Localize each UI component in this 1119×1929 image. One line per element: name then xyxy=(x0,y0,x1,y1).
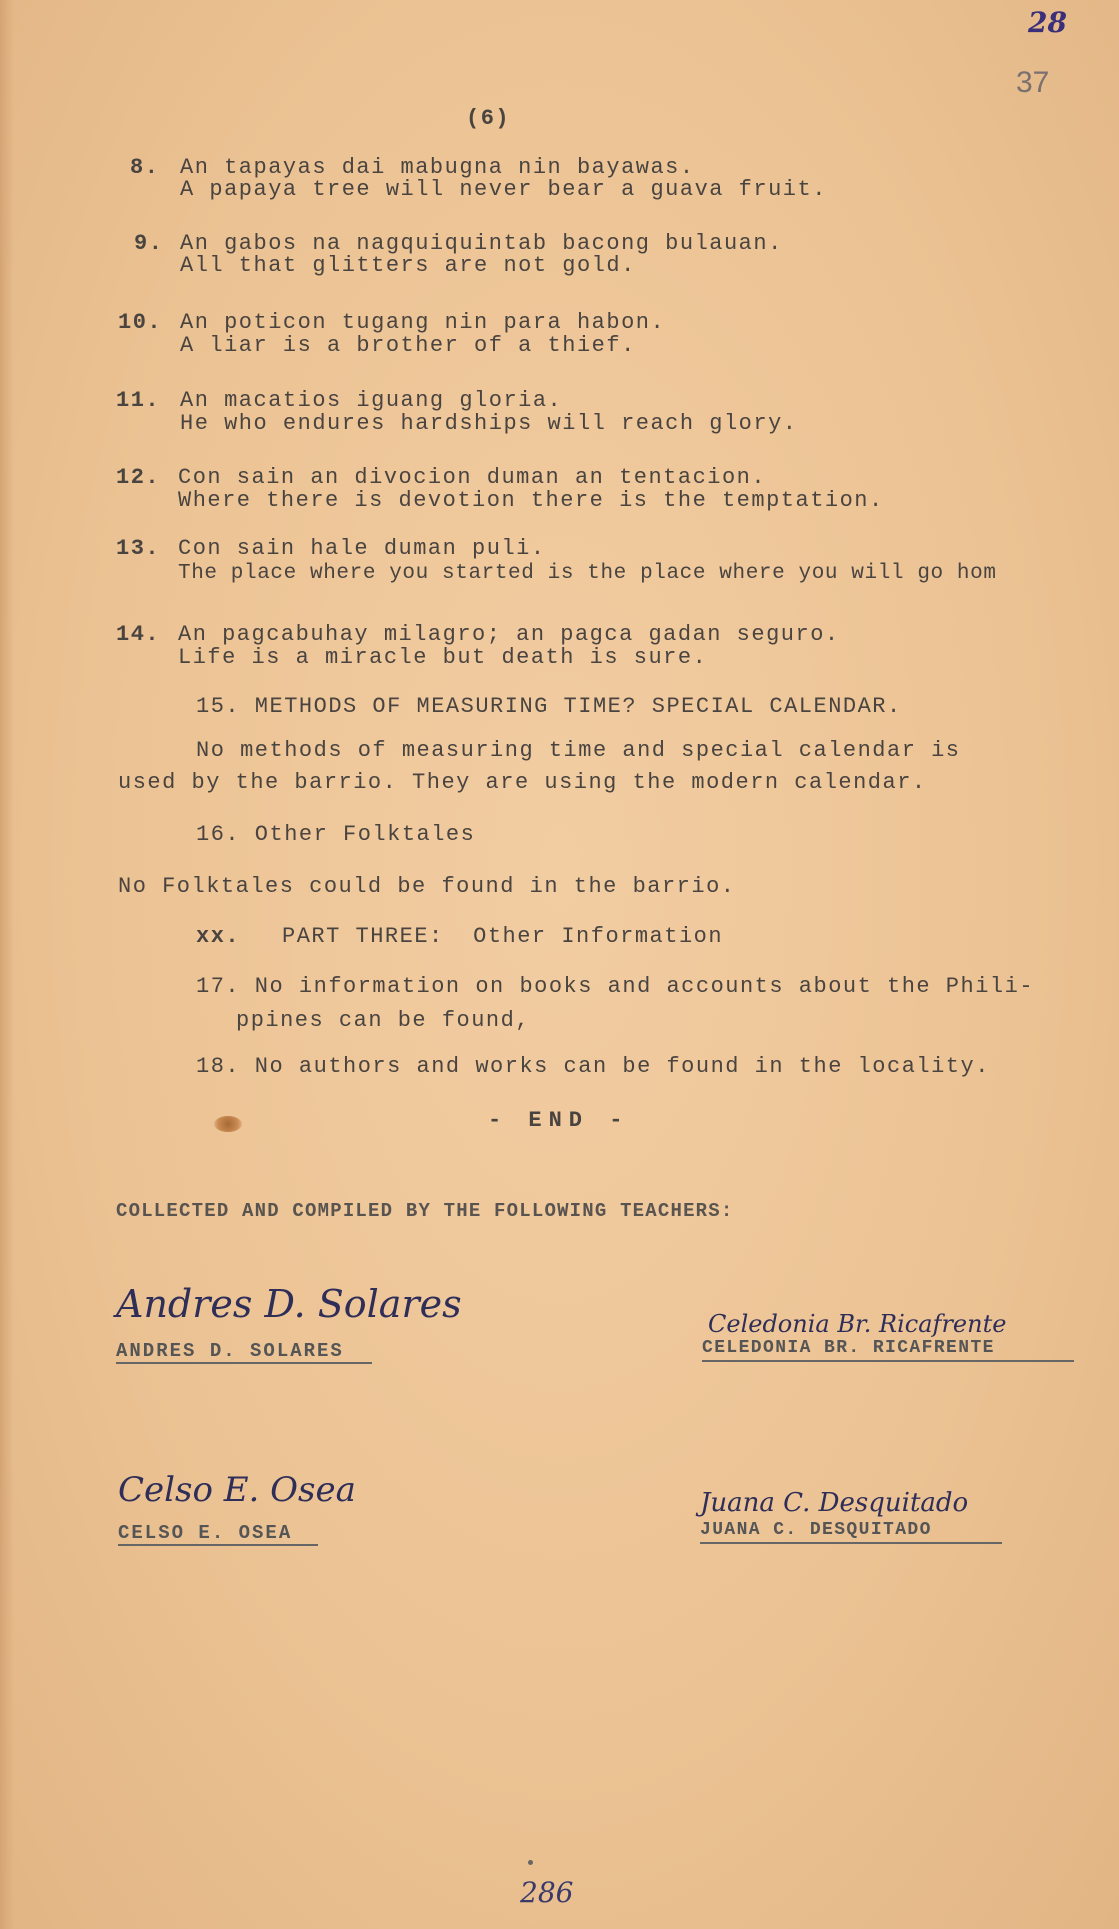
part-three-mark: xx. xyxy=(196,924,241,949)
footer-handwritten-number: 286 xyxy=(520,1876,574,1909)
part-three-heading: PART THREE: Other Information xyxy=(282,924,724,949)
ink-stain xyxy=(214,1116,242,1132)
proverb-bikol: An tapayas dai mabugna nin bayawas. xyxy=(180,155,695,180)
signature-line xyxy=(700,1542,1002,1544)
proverb-number: 12. xyxy=(116,465,161,490)
section-15-heading: 15. METHODS OF MEASURING TIME? SPECIAL CALENDAR. xyxy=(196,694,902,719)
proverb-english: Life is a miracle but death is sure. xyxy=(178,645,708,670)
proverb-number: 14. xyxy=(116,622,161,647)
corner-handwritten-number: 28 xyxy=(1028,6,1067,39)
signature-typed-name: JUANA C. DESQUITADO xyxy=(700,1520,932,1540)
signature-typed-name: CELEDONIA BR. RICAFRENTE xyxy=(702,1338,995,1358)
signature-handwritten: Celedonia Br. Ricafrente xyxy=(708,1310,1007,1338)
proverb-bikol: An poticon tugang nin para habon. xyxy=(180,310,666,335)
paper-edge xyxy=(0,0,14,1929)
signature-handwritten: Juana C. Desquitado xyxy=(700,1488,969,1518)
page-number: 37 xyxy=(1016,66,1050,99)
end-mark: - END - xyxy=(488,1108,630,1133)
proverb-english: A papaya tree will never bear a guava fruit. xyxy=(180,177,827,202)
proverb-bikol: An macatios iguang gloria. xyxy=(180,388,563,413)
proverb-bikol: An pagcabuhay milagro; an pagca gadan seguro. xyxy=(178,622,840,647)
section-15-line-2: used by the barrio. They are using the modern calendar. xyxy=(118,770,927,795)
compiled-by-heading: COLLECTED AND COMPILED BY THE FOLLOWING TEACHERS: xyxy=(116,1200,734,1222)
proverb-bikol: An gabos na nagquiquintab bacong bulauan. xyxy=(180,231,783,256)
page-marker: (6) xyxy=(466,106,511,131)
proverb-number: 13. xyxy=(116,536,161,561)
proverb-number: 11. xyxy=(116,388,161,413)
section-15-line-1: No methods of measuring time and special calendar is xyxy=(196,738,961,763)
signature-line xyxy=(116,1362,372,1364)
signature-typed-name: ANDRES D. SOLARES xyxy=(116,1340,344,1362)
proverb-bikol: Con sain hale duman puli. xyxy=(178,536,546,561)
signature-line xyxy=(118,1544,318,1546)
proverb-english: The place where you started is the place where you will go hom xyxy=(178,562,997,585)
proverb-number: 8. xyxy=(130,155,160,180)
proverb-bikol: Con sain an divocion duman an tentacion. xyxy=(178,465,767,490)
footer-dot xyxy=(528,1860,533,1865)
signature-handwritten: Celso E. Osea xyxy=(118,1470,356,1510)
proverb-english: He who endures hardships will reach glory. xyxy=(180,411,798,436)
section-16-heading: 16. Other Folktales xyxy=(196,822,476,847)
proverb-english: All that glitters are not gold. xyxy=(180,253,636,278)
proverb-number: 10. xyxy=(118,310,163,335)
proverb-english: A liar is a brother of a thief. xyxy=(180,333,636,358)
proverb-english: Where there is devotion there is the temptation. xyxy=(178,488,884,513)
section-17-line-1: 17. No information on books and accounts about the Phili- xyxy=(196,974,1035,999)
signature-line xyxy=(702,1360,1074,1362)
proverb-number: 9. xyxy=(134,231,164,256)
signature-typed-name: CELSO E. OSEA xyxy=(118,1522,293,1544)
section-16-body: No Folktales could be found in the barrio. xyxy=(118,874,736,899)
section-17-line-2: ppines can be found, xyxy=(236,1008,531,1033)
section-18: 18. No authors and works can be found in the locality. xyxy=(196,1054,990,1079)
signature-handwritten: Andres D. Solares xyxy=(116,1282,462,1326)
